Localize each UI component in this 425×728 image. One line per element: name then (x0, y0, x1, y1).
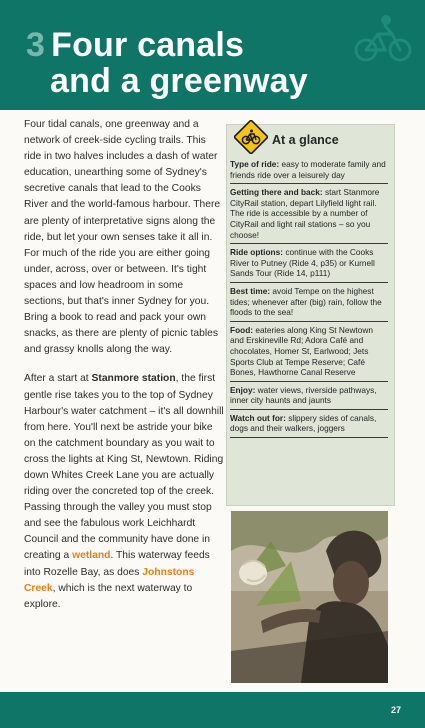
glance-label: Type of ride: (230, 159, 280, 169)
glance-item-ride-options (230, 246, 388, 283)
page-footer (0, 692, 425, 728)
chapter-number: 3 (26, 26, 46, 64)
at-a-glance-title: At a glance (272, 133, 339, 147)
intro-text (24, 117, 224, 626)
johnstons-creek-link[interactable]: Johnstons Creek (24, 566, 195, 594)
glance-item-best-time (230, 285, 388, 322)
p2-text-c: . This waterway feeds into Rozelle Bay, as does (24, 550, 210, 578)
glance-text: eateries along King St Newtown and Erskineville Rd; Adora Café and chocolates, Homer St, Earlwood; Jets Sports Club at Tempe Reserve; Café Bones, Hawthorne Canal Reserve (230, 324, 373, 378)
page-number: 27 (390, 705, 401, 715)
p2-text-b: , the first gentle rise takes you to the top of Sydney Harbour's water catchment – it's all downhill from here. You'll next be astride your bike on the catchment boundary as you wait to cross the lights at King St, Newtown. Riding down Whites Creek Lane you are actually riding over the concreted top of the creek. Passing through the valley you must stop and see the fabulous work Leichhardt Council and the community have done in creating a (24, 373, 224, 562)
glance-item-enjoy (230, 384, 388, 410)
glance-label: Food: (230, 324, 254, 335)
glance-label: Best time: (230, 285, 271, 296)
glance-item-watch-out (230, 412, 388, 438)
start-location: Stanmore station (91, 373, 176, 385)
p2-text-d: , which is the next waterway to explore. (24, 582, 193, 610)
glance-label: Ride options: (230, 247, 284, 258)
title-line-2: and a greenway (50, 62, 308, 100)
glance-item-getting-there (230, 186, 388, 244)
cyclist-photo (231, 511, 388, 683)
title-line-1: Four canals (51, 26, 245, 64)
chapter-title (26, 27, 308, 99)
glance-text: start Stanmore CityRail station, depart Lilyfield light rail. The ride is accessible by a number of CityRail and light rail stations – so you choose! (230, 187, 380, 240)
p2-text-a: After a start at (24, 373, 92, 385)
glance-item-food (230, 324, 388, 382)
glance-label: Enjoy: (230, 384, 256, 395)
glance-text: avoid Tempe on the highest tides; whenever after (big) rain, follow the floods to the sea! (230, 285, 382, 318)
glance-label: Watch out for: (230, 412, 286, 423)
intro-paragraph-2 (24, 371, 224, 612)
chapter-header (0, 0, 425, 110)
glance-item-type (230, 158, 388, 184)
glance-text: water views, riverside pathways, inner city haunts and jaunts (230, 384, 377, 406)
glance-text: easy to moderate family and friends ride over a leisurely day (230, 159, 386, 180)
glance-list (230, 158, 388, 440)
glance-label: Getting there and back: (230, 187, 323, 198)
cyclist-watermark-icon (352, 12, 422, 64)
bicycle-sign-icon (234, 120, 268, 154)
intro-paragraph-1: Four tidal canals, one greenway and a network of creek-side cycling trails. This ride in two halves includes a dash of water education, unearthing some of Sydney's secretive canals that lead to the Cooks River and the world-famous harbour. There are plenty of interpretative signs along the ride, but let your own senses take it all in. For much of the ride you are either going under, across, over or between. It's tight spaces and low headroom in some sections, but that's inner Sydney for you. Bring a book to read and pack your own snacks, as there are plenty of picnic tables and grassy knolls along the way. (24, 119, 221, 356)
wetland-link[interactable]: wetland (72, 550, 111, 562)
glance-text: continue with the Cooks River to Putney (Ride 4, p35) or Kurnell Sands Tour (Ride 14, p111) (230, 247, 375, 279)
glance-text: slippery sides of canals, dogs and their walkers, joggers (230, 412, 377, 434)
